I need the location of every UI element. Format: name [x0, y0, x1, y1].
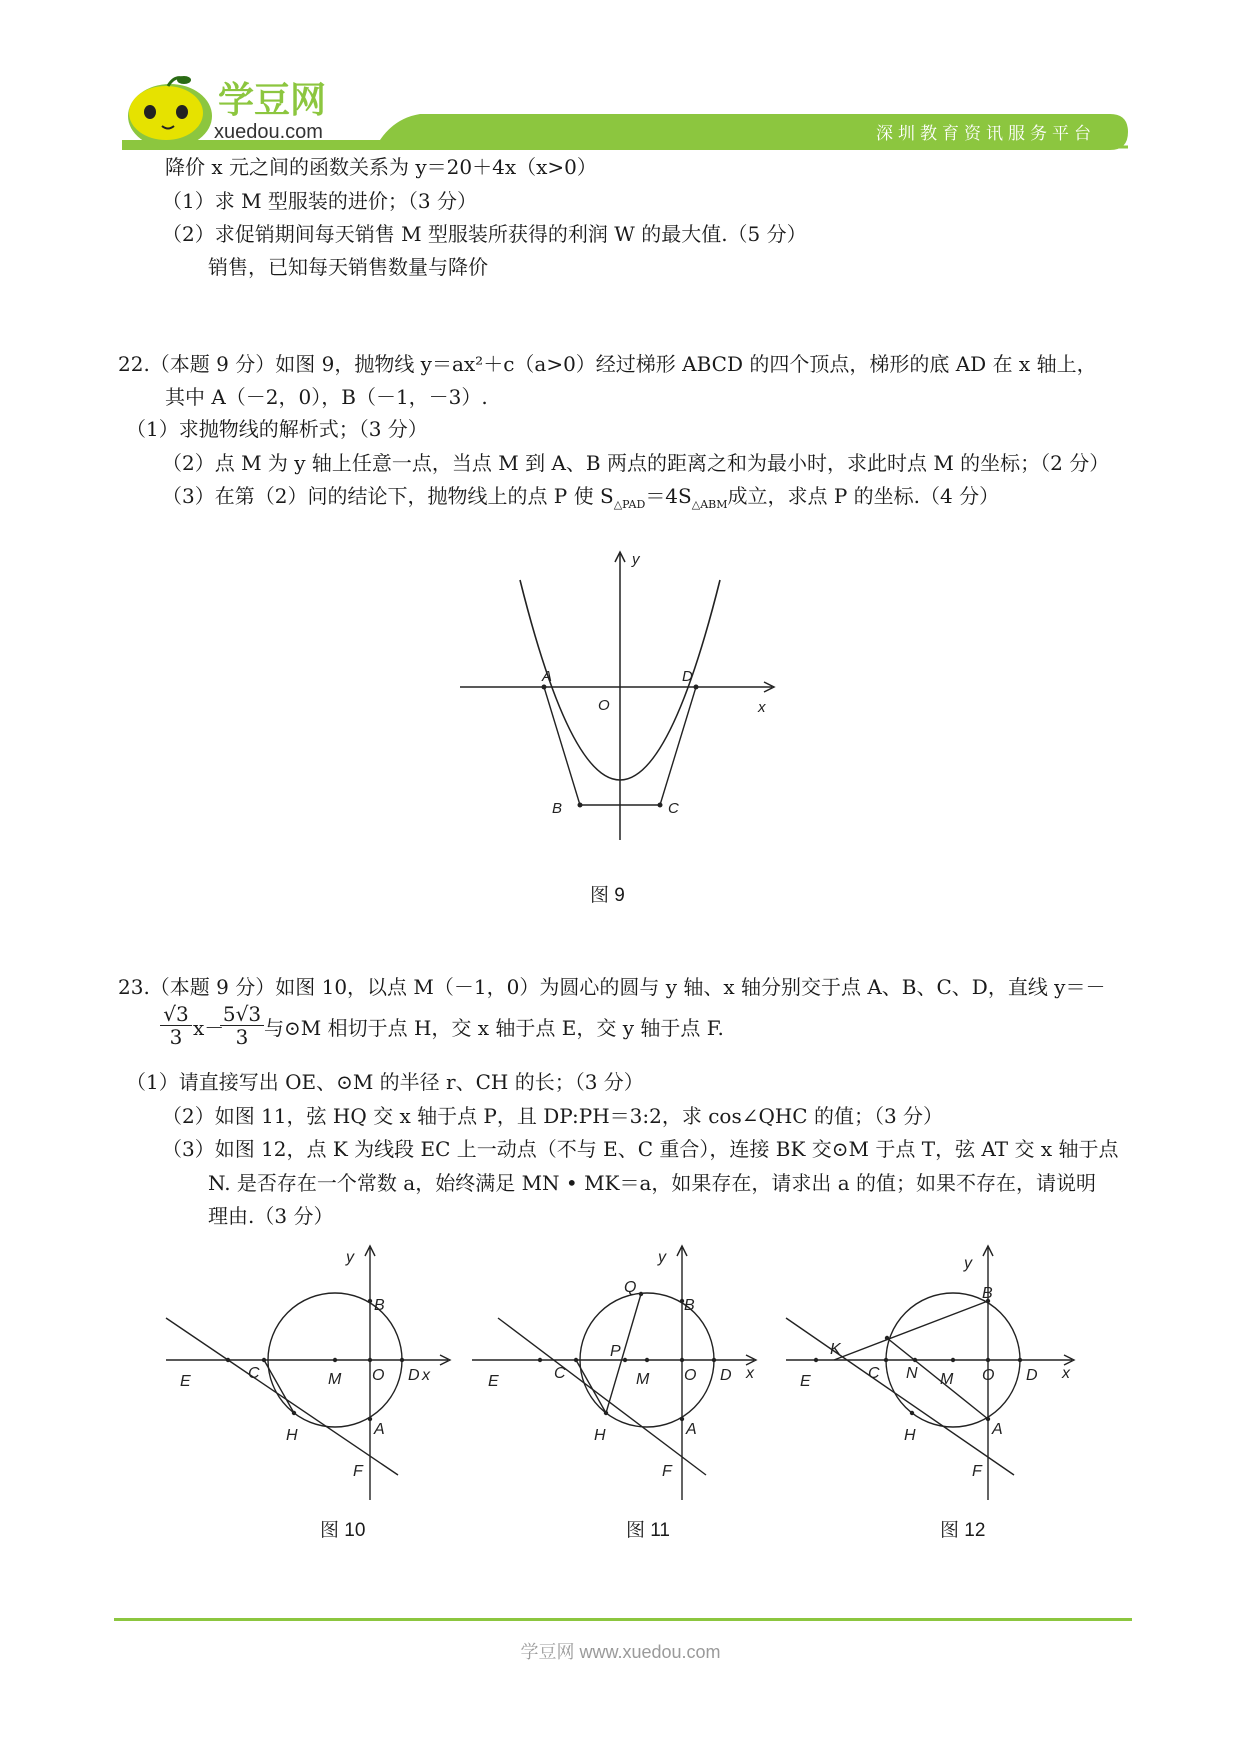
fig11-label-a: A [686, 1421, 697, 1438]
fig10-label-f: F [353, 1463, 363, 1480]
q22-sub1: （1）求抛物线的解析式；（3 分） [126, 417, 428, 441]
fig10-label-b: B [374, 1297, 385, 1314]
fig12-label-e: E [800, 1373, 811, 1390]
footer-text[interactable]: 学豆网 www.xuedou.com [520, 1642, 721, 1662]
logo-text-cn: 学豆网 [218, 79, 327, 120]
fig10-label-x: x [422, 1367, 430, 1384]
q23-sub3-l1: （3）如图 12，点 K 为线段 EC 上一动点（不与 E、C 重合），连接 BK 交⊙M 于点 T，弦 AT 交 x 轴于点 [162, 1137, 1119, 1161]
fig10-label-c: C [248, 1365, 260, 1382]
figure-9-caption: 图 9 [590, 885, 625, 906]
q23-line1: 23.（本题 9 分）如图 10，以点 M（－1，0）为圆心的圆与 y 轴、x 轴分别交于点 A、B、C、D，直线 y＝－ [118, 975, 1106, 999]
fig10-label-d: D [408, 1367, 420, 1384]
fig12-label-m: M [940, 1371, 954, 1388]
figure-10-caption: 图 10 [320, 1520, 366, 1541]
q23-mid1: x－ [193, 1016, 225, 1040]
fig9-label-y: y [632, 551, 640, 568]
footer-divider [114, 1618, 1132, 1621]
q23-line2-tail: 与⊙M 相切于点 H，交 x 轴于点 E，交 y 轴于点 F. [264, 1016, 724, 1040]
fig11-label-y: y [658, 1249, 666, 1266]
figure-12-caption: 图 12 [940, 1520, 986, 1541]
page-header [0, 0, 1241, 160]
figure-11 [466, 1238, 766, 1518]
fig12-label-h: H [904, 1427, 916, 1444]
fig10-label-m: M [328, 1371, 342, 1388]
fig10-label-y: y [346, 1249, 354, 1266]
fig12-label-x: x [1062, 1365, 1070, 1382]
q23-sub3-l3: 理由.（3 分） [208, 1204, 334, 1228]
fig12-label-f: F [972, 1463, 982, 1480]
fig12-label-d: D [1026, 1367, 1038, 1384]
fig11-label-m: M [636, 1371, 650, 1388]
figure-12 [776, 1238, 1086, 1518]
header-slogan: 深圳教育资讯服务平台 [876, 124, 1096, 143]
figure-9 [460, 540, 790, 870]
logo-icon [128, 76, 212, 148]
figure-10 [160, 1238, 460, 1518]
fig9-label-a: A [542, 668, 553, 685]
q23-sub2: （2）如图 11，弦 HQ 交 x 轴于点 P，且 DP:PH＝3:2，求 cos∠QHC 的值；（3 分） [162, 1104, 944, 1128]
fig9-label-x: x [758, 699, 766, 716]
fig12-label-n: N [906, 1365, 918, 1382]
q21-sub2: （2）求促销期间每天销售 M 型服装所获得的利润 W 的最大值.（5 分） [162, 222, 807, 246]
fig12-label-o: O [982, 1367, 995, 1384]
fig11-label-c: C [554, 1365, 566, 1382]
fig12-label-b: B [982, 1285, 993, 1302]
fig11-label-p: P [610, 1343, 621, 1360]
fig10-label-e: E [180, 1373, 191, 1390]
q21-sub1: （1）求 M 型服装的进价；（3 分） [162, 189, 477, 213]
fig11-label-b: B [684, 1297, 695, 1314]
q21-line1: 降价 x 元之间的函数关系为 y＝20＋4x（x>0） [165, 155, 597, 179]
fig12-label-k: K [830, 1341, 841, 1358]
figure-11-caption: 图 11 [626, 1520, 671, 1541]
fig11-label-e: E [488, 1373, 499, 1390]
q23-frac2: $\frac{5√3}{3}$ [220, 1003, 264, 1048]
q21-extra-line: 销售，已知每天销售数量与降价 [208, 255, 488, 279]
fig9-label-c: C [668, 800, 679, 817]
q23-sub1: （1）请直接写出 OE、⊙M 的半径 r、CH 的长；（3 分） [126, 1070, 644, 1094]
fig9-label-o: O [598, 697, 610, 714]
logo-text-url: xuedou.com [214, 121, 323, 143]
q22-sub2: （2）点 M 为 y 轴上任意一点，当点 M 到 A、B 两点的距离之和为最小时，求此时点 M 的坐标；（2 分） [162, 451, 1110, 475]
q22-line1: 22.（本题 9 分）如图 9，抛物线 y＝ax²＋c（a>0）经过梯形 ABCD 的四个顶点，梯形的底 AD 在 x 轴上， [118, 352, 1097, 376]
fig12-label-c: C [868, 1365, 880, 1382]
fig10-label-a: A [374, 1421, 385, 1438]
fig11-label-x: x [746, 1365, 754, 1382]
fig11-label-d: D [720, 1367, 732, 1384]
fig12-label-a: A [992, 1421, 1003, 1438]
q22-sub3: （3）在第（2）问的结论下，抛物线上的点 P 使 $S_{\triangle PAD}=4S_{\triangle ABM}$成立，求点 P 的坐标.（4 分） [162, 484, 1000, 511]
fig9-label-d: D [682, 668, 693, 685]
fig10-label-o: O [372, 1367, 385, 1384]
fig9-label-b: B [552, 800, 563, 817]
fig11-label-h: H [594, 1427, 606, 1444]
q22-line2: 其中 A（－2，0），B（－1，－3）. [165, 385, 488, 409]
fig11-label-o: O [684, 1367, 697, 1384]
fig11-label-f: F [662, 1463, 672, 1480]
fig12-label-y: y [964, 1255, 972, 1272]
fig11-label-q: Q [624, 1279, 637, 1296]
fig10-label-h: H [286, 1427, 298, 1444]
q23-sub3-l2: N. 是否存在一个常数 a，始终满足 MN • MK＝a，如果存在，请求出 a 的值；如果不存在，请说明 [208, 1171, 1097, 1195]
q23-frac1: $\frac{√3}{3}$ [160, 1003, 192, 1048]
